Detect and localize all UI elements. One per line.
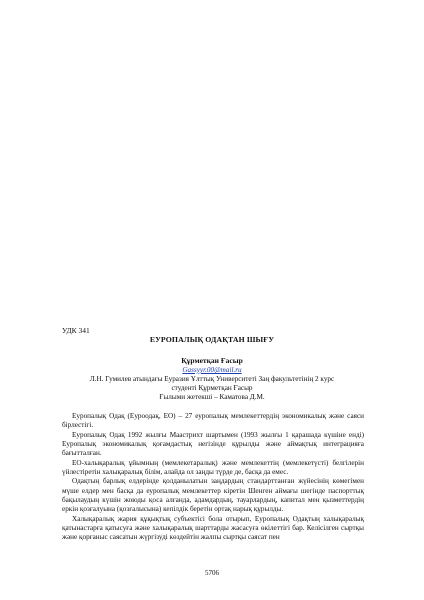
affiliation-line-2: студенті Құрметқан Ғасыр	[171, 384, 253, 392]
author-name: Құрметқан Ғасыр	[181, 356, 243, 365]
affiliation-line-1: Л.Н. Гумилев атындағы Еуразия Ұлттық Университеті Заң факультетінің 2 курс	[89, 375, 335, 383]
article-title: ЕУРОПАЛЫҚ ОДАҚТАН ШЫҒУ	[149, 335, 275, 344]
article-body	[62, 412, 364, 543]
body-paragraph: Одақтың барлық елдерінде қолданылатын заңдардың стандарттанған жүйесінің көмегімен мүше елдер мен басқа да еуропалық мемлекеттер кіретін Шенген аймағы шегінде паспорттық бақылаудың күшін жоюды қоса алғанда, адамдардың, тауарлардың, капитал мен қызметтердің еркін қозғалуына (қозғалысына) кепілдік беретін ортақ нарық құрылды.	[62, 477, 364, 514]
body-paragraph: Халықаралық жария құқықтық субъектісі бола отырып, Еуропалық Одақтың халықаралық қатынастарға қатысуға және халықаралық шарттарды жасасуға өкілеттігі бар. Келісілген сыртқы және қорғаныс саясатын жүргізуді көздейтін жалпы сыртқы саясат пен	[62, 514, 364, 542]
body-paragraph: Еуропалық Одақ (Еуроодақ, ЕО) – 27 еуропалық мемлекеттердің экономикалық және саяси бірлестігі.	[62, 412, 364, 430]
author-email-link[interactable]: Gassyyr.00@mail.ru	[182, 366, 242, 374]
body-paragraph: ЕО-халықаралық ұйымның (мемлекетаралық) және мемлекеттің (мемлекетүсті) белгілерін үйлестіретін халықаралық білім, алайда ол заңды түрде де, басқа да емес.	[62, 458, 364, 477]
udk-code: УДК 341	[62, 326, 90, 335]
body-paragraph: Еуропалық Одақ 1992 жылғы Маастрихт шартымен (1993 жылғы 1 қарашада күшіне енді) Еуропалық экономикалық қоғамдастық негізінде құрылды және аймақтық интеграцияға бағытталған.	[62, 430, 364, 458]
page-number: 5706	[205, 569, 219, 577]
supervisor-line: Ғылыми жетекші – Каматова Д.М.	[159, 393, 265, 401]
